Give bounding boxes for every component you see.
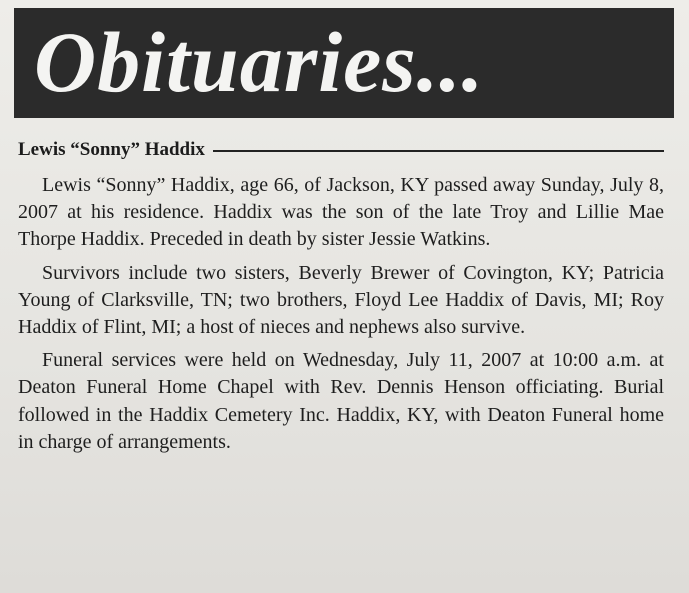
obituary-name: Lewis “Sonny” Haddix — [18, 139, 205, 160]
obituary-paragraph-services: Funeral services were held on Wednesday, July 11, 2007 at 10:00 a.m. at Deaton Funeral Home Chapel with Rev. Dennis Henson officiating. Burial followed in the Haddix Cemetery Inc. Haddix, KY, with Deaton Funeral home in charge of arrangements. — [18, 349, 664, 453]
obituary-body — [18, 172, 664, 462]
obituary-paragraph-death: Lewis “Sonny” Haddix, age 66, of Jackson, KY passed away Sunday, July 8, 2007 at his residence. Haddix was the son of the late Troy and Lillie Mae Thorpe Haddix. Preceded in death by sister Jessie Watkins. — [18, 174, 664, 251]
obituary-header — [18, 138, 664, 162]
section-title: Obituaries... — [34, 14, 485, 110]
section-banner — [14, 8, 674, 118]
header-rule — [213, 150, 664, 152]
obituary-paragraph-survivors: Survivors include two sisters, Beverly Brewer of Covington, KY; Patricia Young of Clarksville, TN; two brothers, Floyd Lee Haddix of Davis, MI; Roy Haddix of Flint, MI; a host of nieces and nephews also survive. — [18, 261, 664, 339]
